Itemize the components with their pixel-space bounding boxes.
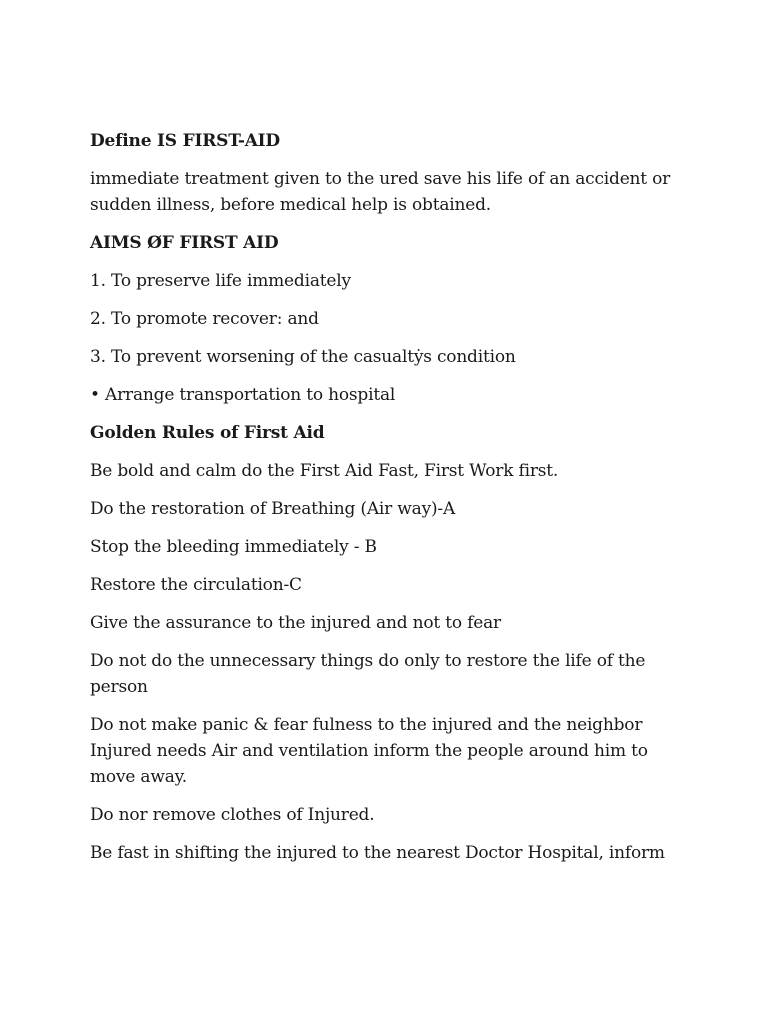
- document-title: Define IS FIRST-AID: [90, 131, 280, 151]
- rule-item: Do the restoration of Breathing (Air way)-A: [90, 499, 456, 519]
- aims-heading: AIMS ØF FIRST AID: [90, 233, 279, 253]
- rule-item: Be fast in shifting the injured to the nearest Doctor Hospital, inform: [90, 843, 665, 863]
- rules-heading: Golden Rules of First Aid: [90, 423, 325, 443]
- rule-item: Do not do the unnecessary things do only to restore the life of the person: [90, 651, 646, 697]
- rule-item: Do not make panic & fear fulness to the injured and the neighbor Injured needs Air and ventilation inform the people around him to move away.: [90, 715, 648, 787]
- aim-item: 2. To promote recover: and: [90, 309, 319, 329]
- aim-item: • Arrange transportation to hospital: [90, 385, 396, 405]
- rule-item: Restore the circulation-C: [90, 575, 302, 595]
- rule-item: Be bold and calm do the First Aid Fast, First Work first.: [90, 461, 559, 481]
- rule-item: Give the assurance to the injured and not to fear: [90, 613, 501, 633]
- document-page: [90, 128, 690, 878]
- aim-item: 1. To preserve life immediately: [90, 271, 351, 291]
- aim-item: 3. To prevent worsening of the casualtẏs condition: [90, 347, 516, 367]
- rule-item: Stop the bleeding immediately - B: [90, 537, 377, 557]
- definition-paragraph: immediate treatment given to the ured save his life of an accident or sudden illness, before medical help is obtained.: [90, 169, 671, 215]
- rule-item: Do nor remove clothes of Injured.: [90, 805, 375, 825]
